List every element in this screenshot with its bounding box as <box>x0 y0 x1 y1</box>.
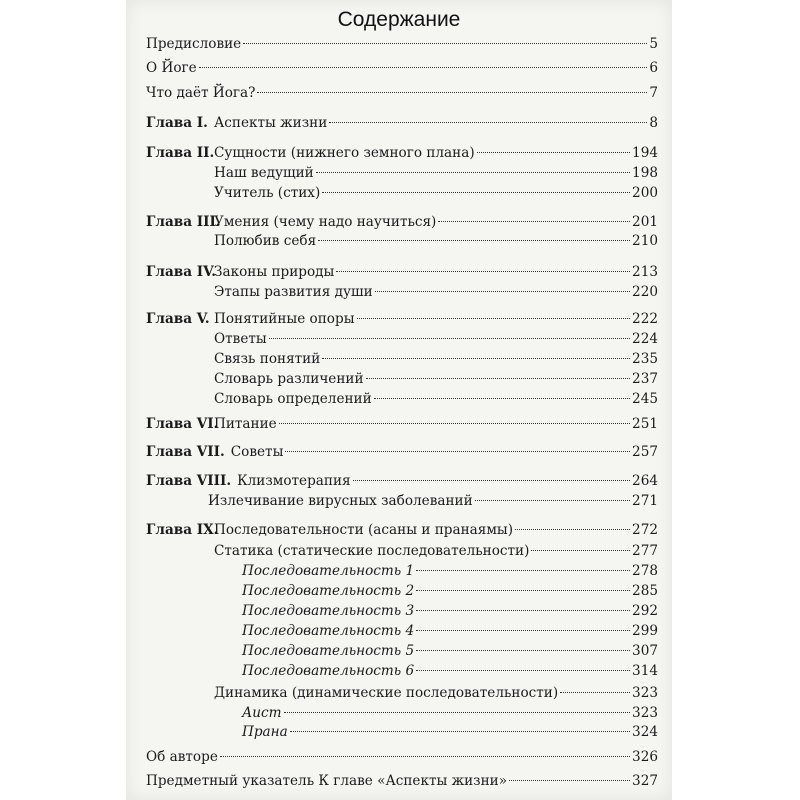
entry-title: Словарь различений <box>214 371 364 387</box>
page-number: 323 <box>632 705 658 721</box>
dot-leader <box>285 451 630 452</box>
entry-title: Динамика (динамические последовательности) <box>214 685 559 701</box>
entry-title: Советы <box>230 444 284 460</box>
dot-leader <box>416 590 630 591</box>
chapter-label: Глава VIII. <box>146 473 232 489</box>
dot-leader <box>375 291 630 292</box>
toc-entry <box>242 581 658 601</box>
entry-title: Сущности (нижнего земного плана) <box>214 145 475 161</box>
dot-leader <box>366 378 631 379</box>
page-number: 277 <box>632 543 658 559</box>
entry-title: Последовательность 3 <box>242 603 415 619</box>
dot-leader <box>416 650 630 651</box>
toc-entry <box>146 262 658 282</box>
page-number: 8 <box>649 115 658 131</box>
dot-leader <box>269 338 630 339</box>
dot-leader <box>531 550 630 551</box>
entry-title: Аист <box>242 705 282 721</box>
page-number: 6 <box>649 60 658 76</box>
toc-entry <box>146 771 658 791</box>
entry-title: Ответы <box>214 331 267 347</box>
page-number: 326 <box>632 749 658 765</box>
dot-leader <box>316 172 630 173</box>
page-number: 194 <box>632 145 658 161</box>
entry-title: Предметный указатель К главе «Аспекты жизни» <box>146 773 508 789</box>
page-number: 210 <box>632 233 658 249</box>
dot-leader <box>416 670 630 671</box>
toc-entry <box>208 491 658 511</box>
toc-entry <box>146 471 658 491</box>
dot-leader <box>290 731 630 732</box>
entry-title: Умения (чему надо научиться) <box>214 214 437 230</box>
page-number: 307 <box>632 643 658 659</box>
toc-entry <box>146 34 658 54</box>
entry-title: Последовательность 1 <box>242 563 415 579</box>
entry-title: О Йоге <box>146 60 197 76</box>
chapter-label: Глава III. <box>146 214 221 230</box>
entry-title: Статика (статические последовательности) <box>214 543 530 559</box>
page-number: 245 <box>632 391 658 407</box>
toc-entry <box>214 369 658 389</box>
entry-title: Связь понятий <box>214 351 321 367</box>
page-number: 292 <box>632 603 658 619</box>
dot-leader <box>318 240 630 241</box>
entry-title: Прана <box>242 724 288 740</box>
page-number: 224 <box>632 331 658 347</box>
dot-leader <box>438 221 630 222</box>
entry-title: Последовательность 2 <box>242 583 415 599</box>
dot-leader <box>322 358 630 359</box>
page-number: 324 <box>632 724 658 740</box>
toc-entry <box>242 703 658 723</box>
page-number: 272 <box>632 522 658 538</box>
entry-title: Излечивание вирусных заболеваний <box>208 493 473 509</box>
dot-leader <box>515 529 630 530</box>
toc-entry <box>214 349 658 369</box>
entry-title: Последовательности (асаны и пранаямы) <box>214 522 514 538</box>
page-number: 222 <box>632 311 658 327</box>
toc-entry <box>146 309 658 329</box>
chapter-label: Глава VII. <box>146 444 225 460</box>
entry-title: Последовательность 4 <box>242 623 415 639</box>
entry-title: Последовательность 6 <box>242 663 415 679</box>
dot-leader <box>357 318 631 319</box>
page-number: 278 <box>632 563 658 579</box>
page-number: 299 <box>632 623 658 639</box>
page-number: 198 <box>632 165 658 181</box>
dot-leader <box>279 423 630 424</box>
entry-title: Учитель (стих) <box>214 185 321 201</box>
entry-title: Предисловие <box>146 36 242 52</box>
chapter-label: Глава IX. <box>146 522 219 538</box>
chapter-label: Глава II. <box>146 145 215 161</box>
page-number: 220 <box>632 284 658 300</box>
toc-entry <box>146 212 658 232</box>
entry-title: Наш ведущий <box>214 165 314 181</box>
entry-title: Что даёт Йога? <box>146 85 256 101</box>
toc-entry <box>242 641 658 661</box>
dot-leader <box>477 152 630 153</box>
page-number: 271 <box>632 493 658 509</box>
page-number: 251 <box>632 416 658 432</box>
dot-leader <box>257 92 647 93</box>
page-number: 213 <box>632 264 658 280</box>
entry-title: Аспекты жизни <box>214 115 328 131</box>
toc-entry <box>146 83 658 103</box>
page-number: 285 <box>632 583 658 599</box>
dot-leader <box>416 570 630 571</box>
dot-leader <box>199 67 648 68</box>
chapter-label: Глава VI. <box>146 416 219 432</box>
page-number: 327 <box>632 773 658 789</box>
dot-leader <box>560 692 630 693</box>
toc-entry <box>146 520 658 540</box>
toc-entry <box>146 113 658 133</box>
dot-leader <box>336 271 630 272</box>
toc-entry <box>146 58 658 78</box>
page-number: 323 <box>632 685 658 701</box>
toc-entry <box>146 143 658 163</box>
toc-entry <box>214 329 658 349</box>
toc-entry <box>242 621 658 641</box>
dot-leader <box>353 480 630 481</box>
page-number: 314 <box>632 663 658 679</box>
chapter-label: Глава V. <box>146 311 210 327</box>
page-number: 237 <box>632 371 658 387</box>
dot-leader <box>329 122 647 123</box>
toc-entry <box>214 183 658 203</box>
chapter-label: Глава I. <box>146 115 208 131</box>
entry-title: Питание <box>214 416 277 432</box>
toc-entry <box>214 541 658 561</box>
page-number: 264 <box>632 473 658 489</box>
entry-title: Клизмотерапия <box>237 473 351 489</box>
page-number: 7 <box>649 85 658 101</box>
dot-leader <box>509 780 630 781</box>
book-page <box>126 0 672 800</box>
toc-entry <box>242 722 658 742</box>
toc-entry <box>214 389 658 409</box>
toc-entry <box>242 561 658 581</box>
chapter-label: Глава IV. <box>146 264 217 280</box>
entry-title: Законы природы <box>214 264 335 280</box>
page-number: 5 <box>649 36 658 52</box>
page-title: Содержание <box>337 8 461 31</box>
page-number: 201 <box>632 214 658 230</box>
entry-title: Понятийные опоры <box>214 311 355 327</box>
entry-title: Последовательность 5 <box>242 643 415 659</box>
toc-entry <box>242 661 658 681</box>
dot-leader <box>416 610 630 611</box>
dot-leader <box>374 398 630 399</box>
entry-title: Словарь определений <box>214 391 372 407</box>
page-number: 200 <box>632 185 658 201</box>
entry-title: Об авторе <box>146 749 218 765</box>
toc-entry <box>214 683 658 703</box>
entry-title: Полюбив себя <box>214 233 317 249</box>
page-number: 257 <box>632 444 658 460</box>
toc-entry <box>214 282 658 302</box>
dot-leader <box>322 192 630 193</box>
toc-entry <box>242 601 658 621</box>
toc-entry <box>146 747 658 767</box>
toc-entry <box>214 231 658 251</box>
toc-entry <box>214 163 658 183</box>
dot-leader <box>475 500 630 501</box>
dot-leader <box>243 43 647 44</box>
page-number: 235 <box>632 351 658 367</box>
dot-leader <box>220 756 630 757</box>
dot-leader <box>284 712 630 713</box>
toc-entry <box>146 442 658 462</box>
dot-leader <box>416 630 630 631</box>
entry-title: Этапы развития души <box>214 284 373 300</box>
toc-entry <box>146 414 658 434</box>
